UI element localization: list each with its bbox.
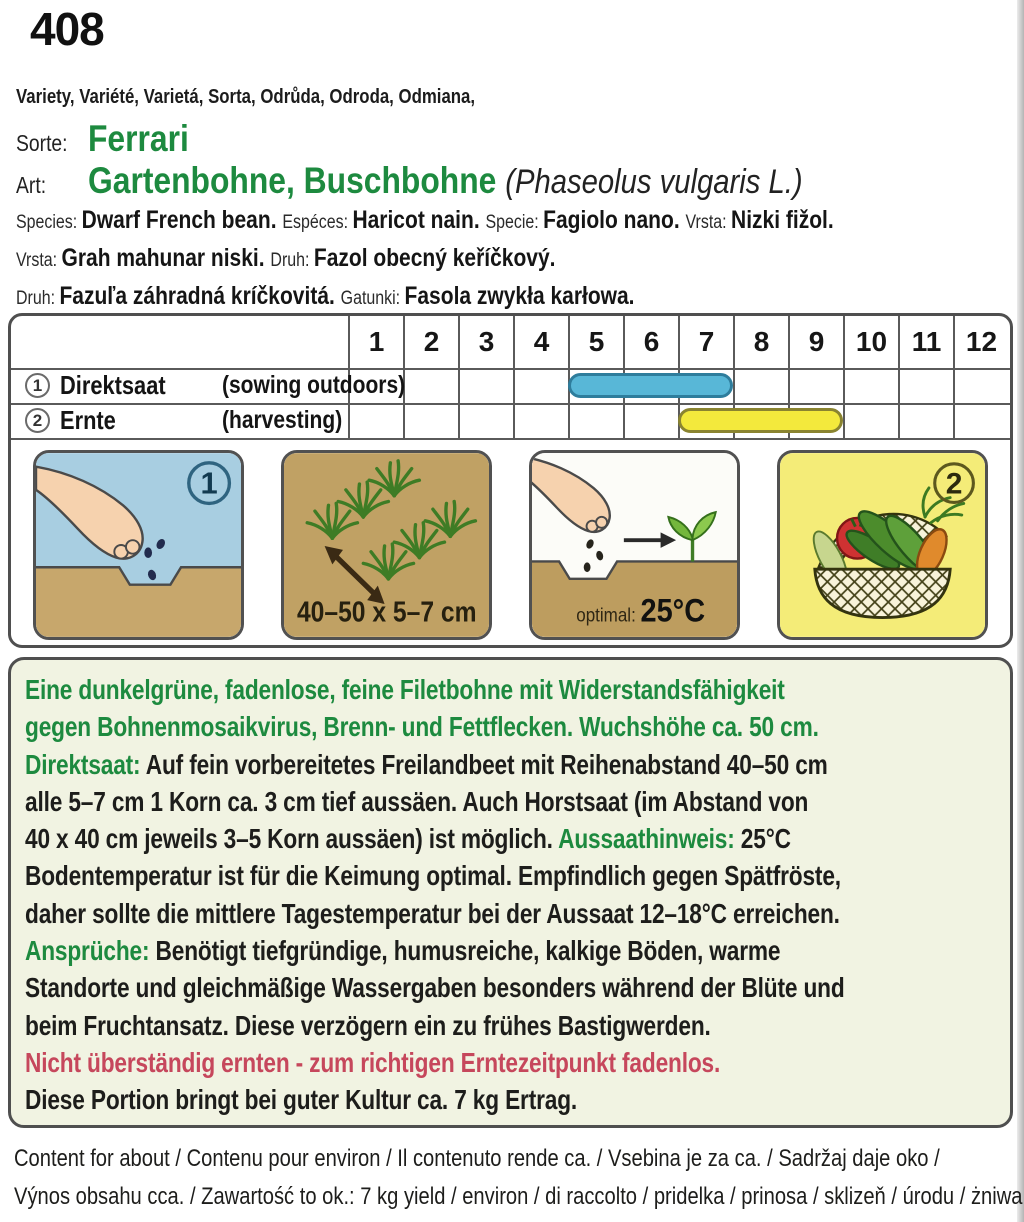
month-cell	[843, 316, 898, 438]
calendar-and-pictograms-box	[8, 313, 1013, 648]
description-line: Standorte und gleichmäßige Wassergaben besonders während der Blüte und	[25, 972, 845, 1004]
description-line: Diese Portion bringt bei guter Kultur ca. 7 kg Ertrag.	[25, 1084, 578, 1116]
step-badge-1: 1	[200, 465, 218, 501]
description-line: Nicht überständig ernten - zum richtigen Erntezeitpunkt fadenlos.	[25, 1046, 721, 1078]
sowing-calendar	[11, 316, 1010, 438]
variety-name: Ferrari	[88, 118, 189, 159]
month-number: 2	[423, 326, 440, 357]
variety-languages-line: Variety, Variété, Varietá, Sorta, Odrůda, Odroda, Odmiana,	[16, 86, 476, 108]
description-line: Bodentemperatur ist für die Keimung optimal. Empfindlich gegen Spätfröste,	[25, 860, 841, 892]
calendar-row-direktsaat	[25, 368, 440, 403]
species-line: Species: Dwarf French bean. Espéces: Haricot nain. Specie: Fagiolo nano. Vrsta: Nizki fižol.	[16, 206, 834, 234]
footer-line: Content for about / Contenu pour environ / Il contenuto rende ca. / Vsebina je za ca. / Sadržaj daje oko /	[14, 1145, 940, 1172]
art-label: Art:	[16, 172, 47, 198]
sowing-illustration	[36, 453, 241, 637]
pictogram-spacing	[281, 450, 492, 640]
description-line: daher sollte die mittlere Tagestemperatur bei der Aussaat 12–18°C erreichen.	[25, 897, 840, 929]
step-badge-2: 2	[945, 467, 963, 501]
month-number: 4	[533, 326, 550, 357]
temperature-illustration	[532, 453, 737, 637]
species-translations	[16, 203, 1024, 317]
row-label: Direktsaat	[60, 370, 166, 400]
month-number: 6	[643, 326, 660, 357]
row-label: Ernte	[60, 405, 116, 435]
pictogram-sowing	[33, 450, 244, 640]
page-number: 408	[30, 3, 104, 55]
month-number: 11	[911, 326, 942, 357]
month-number: 5	[588, 326, 605, 357]
pictogram-harvest	[777, 450, 988, 640]
month-cell	[458, 316, 513, 438]
description-line: Direktsaat: Auf fein vorbereitetes Freilandbeet mit Reihenabstand 40–50 cm	[25, 748, 828, 780]
temperature-label: optimal:	[576, 604, 641, 626]
month-cell	[513, 316, 568, 438]
month-number: 3	[478, 326, 495, 357]
circled-number-1: 1	[25, 373, 50, 398]
description-line: 40 x 40 cm jeweils 3–5 Korn aussäen) ist möglich. Aussaathinweis: 25°C	[25, 823, 791, 855]
month-number: 7	[698, 326, 715, 357]
harvest-period-bar	[678, 408, 843, 433]
spacing-caption: 40–50 x 5–7 cm	[296, 595, 477, 628]
content-footer	[14, 1140, 1024, 1216]
month-cell	[898, 316, 953, 438]
species-name: Gartenbohne, Buschbohne (Phaseolus vulgaris L.)	[88, 160, 803, 201]
description-line: alle 5–7 cm 1 Korn ca. 3 cm tief aussäen. Auch Horstsaat (im Abstand von	[25, 785, 809, 817]
month-number: 1	[368, 326, 385, 357]
row-note: (harvesting)	[222, 406, 343, 434]
temperature-value: 25°C	[640, 591, 706, 629]
sowing-period-bar	[568, 373, 733, 398]
calendar-gridline	[11, 438, 1010, 440]
latin-name: (Phaseolus vulgaris L.)	[505, 163, 803, 201]
description-block	[8, 657, 1013, 1128]
circled-number-2: 2	[25, 408, 50, 433]
month-cell	[953, 316, 1008, 438]
row-note: (sowing outdoors)	[222, 371, 406, 399]
species-row	[16, 160, 919, 202]
species-line: Vrsta: Grah mahunar niski. Druh: Fazol obecný keříčkový.	[16, 244, 556, 272]
seed	[144, 547, 152, 558]
seed	[584, 562, 591, 572]
month-number: 10	[855, 326, 888, 357]
month-number: 8	[753, 326, 770, 357]
description-line: beim Fruchtansatz. Diese verzögern ein zu frühes Bastigwerden.	[25, 1009, 711, 1041]
pictogram-temperature	[529, 450, 740, 640]
month-number: 9	[808, 326, 825, 357]
pictogram-row	[11, 450, 1010, 640]
month-number: 12	[965, 326, 998, 357]
description-line: Eine dunkelgrüne, fadenlose, feine Filetbohne mit Widerstandsfähigkeit	[25, 674, 785, 705]
variety-row	[16, 118, 205, 160]
footer-line: Výnos obsahu cca. / Zawartość to ok.: 7 kg yield / environ / di raccolto / pridelka / prinosa / sklizeň / úrodu / żniwa	[14, 1183, 1023, 1210]
harvest-illustration	[780, 453, 985, 637]
spacing-illustration	[284, 453, 489, 637]
species-line: Druh: Fazuľa záhradná kríčkovitá. Gatunki: Fasola zwykła karłowa.	[16, 282, 635, 310]
calendar-row-ernte	[25, 403, 365, 438]
sorte-label: Sorte:	[16, 130, 68, 156]
description-line: Ansprüche: Benötigt tiefgründige, humusreiche, kalkige Böden, warme	[25, 935, 781, 967]
description-line: gegen Bohnenmosaikvirus, Brenn- und Fettflecken. Wuchshöhe ca. 50 cm.	[25, 711, 819, 743]
scan-edge	[1017, 0, 1024, 1222]
